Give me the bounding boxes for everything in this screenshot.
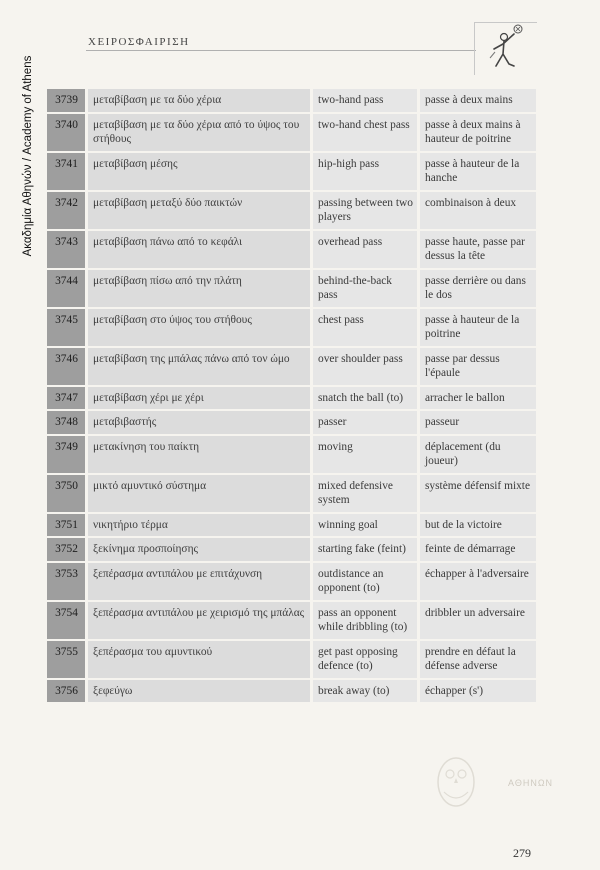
french-term: arracher le ballon <box>420 387 536 410</box>
french-term: passeur <box>420 411 536 434</box>
term-number: 3750 <box>47 475 85 512</box>
greek-term: μετακίνηση του παίκτη <box>85 436 313 473</box>
french-term: prendre en défaut la défense adverse <box>420 641 536 678</box>
terms-table <box>47 87 536 704</box>
english-term: outdistance an opponent (to) <box>313 563 420 600</box>
greek-term: μεταβίβαση της μπάλας πάνω από τον ώμο <box>85 348 313 385</box>
french-term: échapper à l'adversaire <box>420 563 536 600</box>
term-number: 3740 <box>47 114 85 151</box>
greek-term: μεταβίβαση χέρι με χέρι <box>85 387 313 410</box>
term-number: 3751 <box>47 514 85 537</box>
page-header-title: ΧΕΙΡΟΣΦΑΙΡΙΣΗ <box>88 36 190 48</box>
greek-term: μεταβίβαση στο ύψος του στήθους <box>85 309 313 346</box>
greek-term: μεταβιβαστής <box>85 411 313 434</box>
english-term: overhead pass <box>313 231 420 268</box>
term-row <box>47 231 536 268</box>
english-term: hip-high pass <box>313 153 420 190</box>
french-term: échapper (s') <box>420 680 536 703</box>
term-number: 3749 <box>47 436 85 473</box>
greek-term: ξεπέρασμα αντιπάλου με χειρισμό της μπάλας <box>85 602 313 639</box>
term-row <box>47 411 536 434</box>
term-number: 3742 <box>47 192 85 229</box>
term-row <box>47 436 536 473</box>
term-number: 3753 <box>47 563 85 600</box>
greek-term: μεταβίβαση με τα δύο χέρια από το ύψος του στήθους <box>85 114 313 151</box>
english-term: chest pass <box>313 309 420 346</box>
term-number: 3744 <box>47 270 85 307</box>
greek-term: μεταβίβαση μεταξύ δύο παικτών <box>85 192 313 229</box>
term-row <box>47 538 536 561</box>
term-row <box>47 514 536 537</box>
term-number: 3745 <box>47 309 85 346</box>
greek-term: μικτό αμυντικό σύστημα <box>85 475 313 512</box>
greek-term: ξεφεύγω <box>85 680 313 703</box>
french-term: feinte de démarrage <box>420 538 536 561</box>
term-number: 3752 <box>47 538 85 561</box>
french-term: passe par dessus l'épaule <box>420 348 536 385</box>
watermark-text: ΑΘΗΝΩΝ <box>508 778 554 788</box>
english-term: snatch the ball (to) <box>313 387 420 410</box>
header-rule <box>86 50 476 51</box>
english-term: two-hand chest pass <box>313 114 420 151</box>
english-term: mixed defensive system <box>313 475 420 512</box>
english-term: behind-the-back pass <box>313 270 420 307</box>
french-term: dribbler un adversaire <box>420 602 536 639</box>
english-term: moving <box>313 436 420 473</box>
greek-term: ξεπέρασμα του αμυντικού <box>85 641 313 678</box>
english-term: starting fake (feint) <box>313 538 420 561</box>
greek-term: ξεπέρασμα αντιπάλου με επιτάχυνση <box>85 563 313 600</box>
french-term: combinaison à deux <box>420 192 536 229</box>
english-term: pass an opponent while dribbling (to) <box>313 602 420 639</box>
french-term: passe haute, passe par dessus la tête <box>420 231 536 268</box>
french-term: déplacement (du joueur) <box>420 436 536 473</box>
term-number: 3739 <box>47 89 85 112</box>
term-number: 3748 <box>47 411 85 434</box>
french-term: passe à deux mains <box>420 89 536 112</box>
english-term: over shoulder pass <box>313 348 420 385</box>
side-vertical-text: Ακαδημία Αθηνών / Academy of Athens <box>22 55 34 257</box>
french-term: système défensif mixte <box>420 475 536 512</box>
term-row <box>47 114 536 151</box>
greek-term: μεταβίβαση μέσης <box>85 153 313 190</box>
term-number: 3743 <box>47 231 85 268</box>
term-number: 3754 <box>47 602 85 639</box>
term-number: 3747 <box>47 387 85 410</box>
english-term: passing between two players <box>313 192 420 229</box>
greek-term: ξεκίνημα προσποίησης <box>85 538 313 561</box>
term-row <box>47 641 536 678</box>
term-row <box>47 89 536 112</box>
term-row <box>47 563 536 600</box>
french-term: but de la victoire <box>420 514 536 537</box>
term-row <box>47 348 536 385</box>
handball-player-icon <box>476 22 532 72</box>
term-number: 3741 <box>47 153 85 190</box>
english-term: break away (to) <box>313 680 420 703</box>
french-term: passe à hauteur de la hanche <box>420 153 536 190</box>
term-row <box>47 270 536 307</box>
greek-term: μεταβίβαση πάνω από το κεφάλι <box>85 231 313 268</box>
english-term: passer <box>313 411 420 434</box>
french-term: passe derrière ou dans le dos <box>420 270 536 307</box>
greek-term: νικητήριο τέρμα <box>85 514 313 537</box>
english-term: two-hand pass <box>313 89 420 112</box>
owl-seal-icon <box>426 752 496 812</box>
french-term: passe à hauteur de la poitrine <box>420 309 536 346</box>
term-row <box>47 309 536 346</box>
term-number: 3755 <box>47 641 85 678</box>
english-term: get past opposing defence (to) <box>313 641 420 678</box>
greek-term: μεταβίβαση πίσω από την πλάτη <box>85 270 313 307</box>
page-number: 279 <box>513 846 531 860</box>
term-row <box>47 602 536 639</box>
greek-term: μεταβίβαση με τα δύο χέρια <box>85 89 313 112</box>
english-term: winning goal <box>313 514 420 537</box>
french-term: passe à deux mains à hauteur de poitrine <box>420 114 536 151</box>
term-row <box>47 680 536 703</box>
term-row <box>47 475 536 512</box>
term-row <box>47 192 536 229</box>
term-row <box>47 153 536 190</box>
term-row <box>47 387 536 410</box>
term-number: 3746 <box>47 348 85 385</box>
term-number: 3756 <box>47 680 85 703</box>
